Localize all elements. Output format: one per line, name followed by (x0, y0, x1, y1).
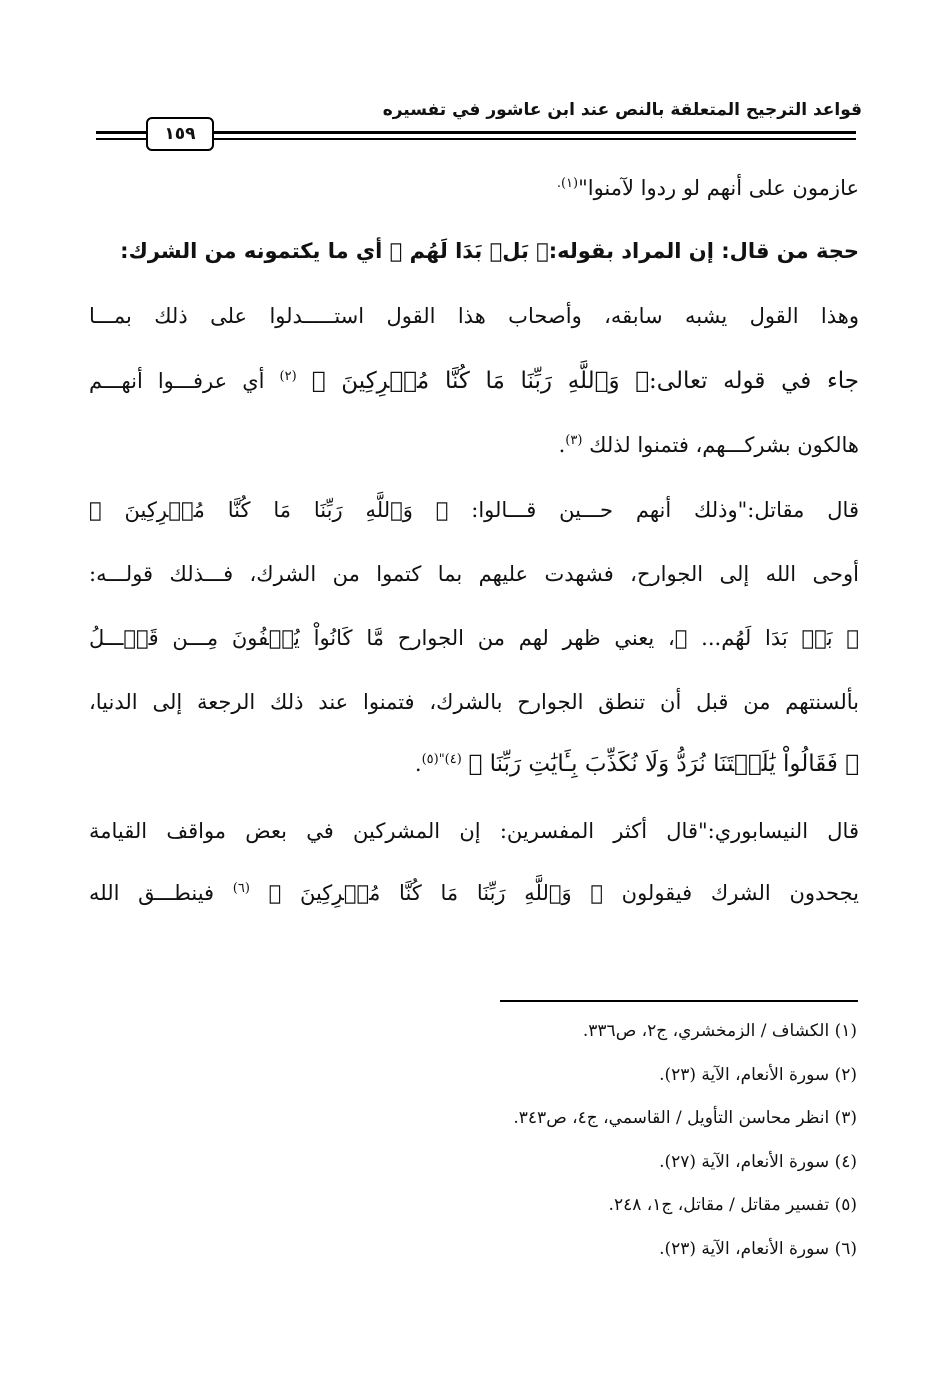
running-header-title: قواعد الترجيح المتعلقة بالنص عند ابن عاشور في تفسيره (382, 100, 862, 120)
body-line-9: بألسنتهم من قبل أن تنطق الجوارح بالشرك، فتمنوا عند ذلك الرجعة إلى الدنيا، (89, 690, 859, 714)
quran-verse: ﴿ فَقَالُواْ يَٰلَيۡتَنَا نُرَدُّ وَلَا نُكَذِّبَ بِـَٔايَٰتِ رَبِّنَا ﴾ (468, 751, 859, 777)
page-number: ١٥٩ (146, 117, 214, 151)
body-text: عازمون على أنهم لو ردوا لآمنوا" (578, 176, 859, 200)
footnote-ref: (٤)"(٥) (421, 752, 462, 767)
body-line-1 (89, 175, 859, 202)
body-line-4 (89, 367, 859, 397)
body-text: هالكون بشركـــهم، فتمنوا لذلك (589, 433, 859, 457)
body-text: فينطـــق الله (89, 881, 215, 905)
body-line-10 (89, 750, 859, 780)
footnote-5: (٥) تفسير مقاتل / مقاتل، ج١، ٢٤٨. (608, 1195, 857, 1215)
body-text-end: . (558, 433, 566, 457)
section-heading: حجة من قال: إن المراد بقوله:﴿ بَلۡ بَدَا لَهُم ﴾ أي ما يكتمونه من الشرك: (120, 239, 859, 263)
body-line-5 (89, 432, 859, 459)
body-text: أي عرفـــوا أنهـــم (89, 369, 265, 393)
body-line-3: وهذا القول يشبه سابقه، وأصحاب هذا القول استـــــدلوا على ذلك بمـــا (89, 304, 859, 328)
footnote-1: (١) الكشاف / الزمخشري، ج٢، ص٣٣٦. (582, 1021, 857, 1041)
body-line-12 (89, 880, 859, 907)
body-text: يجحدون الشرك فيقولون ﴿ وَٱللَّهِ رَبِّنَا مَا كُنَّا مُشۡرِكِينَ ﴾ (268, 881, 859, 905)
footnote-2: (٢) سورة الأنعام، الآية (٢٣). (659, 1065, 857, 1085)
footnote-ref: (٣) (565, 433, 583, 448)
footnote-ref: (٦) (232, 881, 250, 896)
body-line-8: ﴿ بَلۡ بَدَا لَهُم... ﴾، يعني ظهر لهم من الجوارح مَّا كَانُواْ يُخۡفُونَ مِـــن قَبۡـــلُ (89, 626, 859, 650)
footnote-ref: (١). (556, 176, 579, 191)
body-line-11: قال النيسابوري:"قال أكثر المفسرين: إن المشركين في بعض مواقف القيامة (89, 819, 859, 843)
footnote-6: (٦) سورة الأنعام، الآية (٢٣). (659, 1239, 857, 1259)
footnote-3: (٣) انظر محاسن التأويل / القاسمي، ج٤، ص٣٤٣. (513, 1108, 857, 1128)
footnote-ref: (٢) (279, 369, 297, 384)
quran-verse: جاء في قوله تعالى:﴿ وَٱللَّهِ رَبِّنَا مَا كُنَّا مُشۡرِكِينَ ﴾ (311, 368, 859, 394)
footnote-separator (500, 1000, 858, 1002)
footnote-4: (٤) سورة الأنعام، الآية (٢٧). (659, 1152, 857, 1172)
body-line-6: قال مقاتل:"وذلك أنهم حـــين قـــالوا: ﴿ وَٱللَّهِ رَبِّنَا مَا كُنَّا مُشۡرِكِينَ ﴾ (89, 498, 859, 522)
body-line-7: أوحى الله إلى الجوارح، فشهدت عليهم بما كتموا من الشرك، فـــذلك قولـــه: (89, 562, 859, 586)
body-text-end: . (414, 752, 422, 776)
